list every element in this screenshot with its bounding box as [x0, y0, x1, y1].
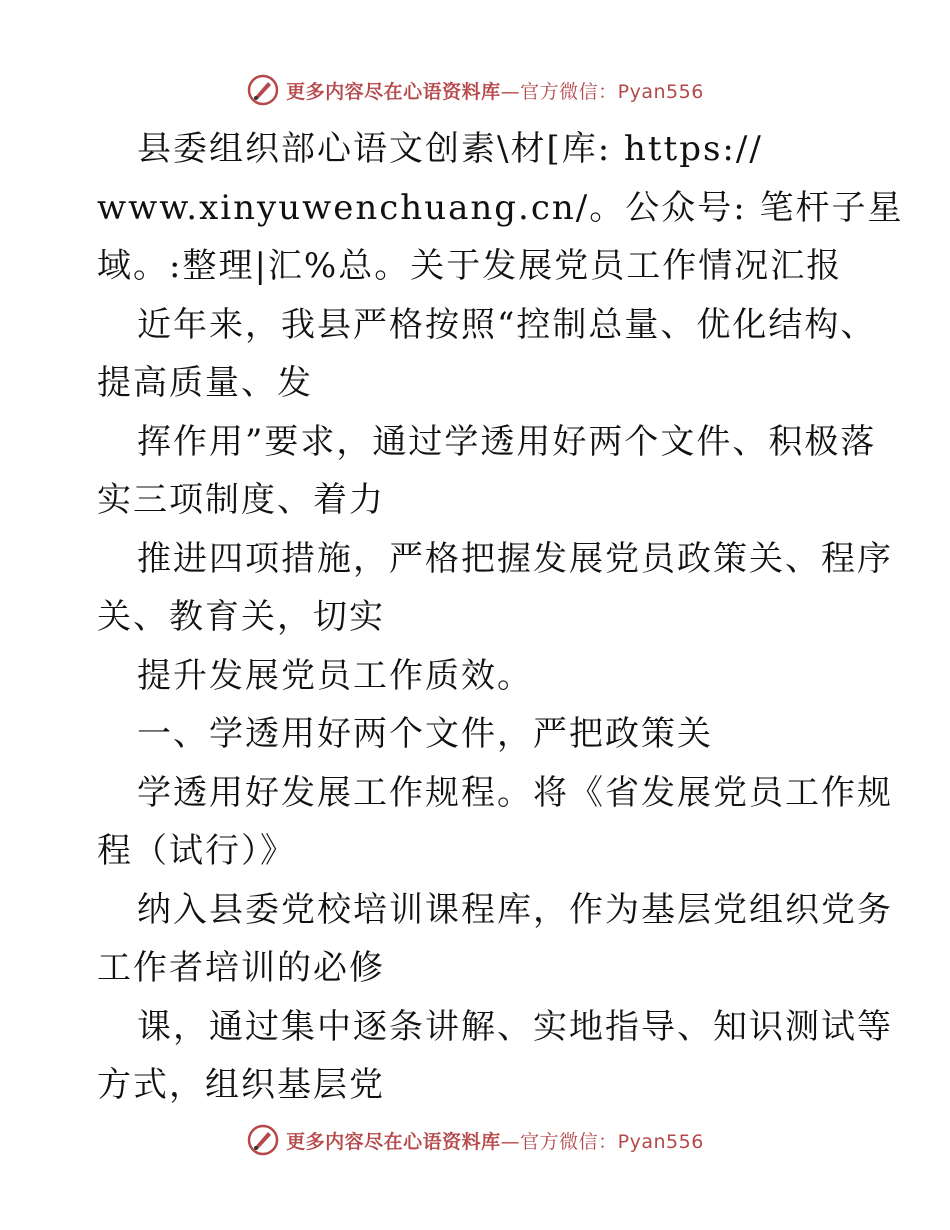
document-line: www.xinyuwenchuang.cn/。公众号: 笔杆子星 — [97, 187, 904, 228]
document-line: 提升发展党员工作质效。 — [137, 655, 533, 696]
document-line: 推进四项措施，严格把握发展党员政策关、程序 — [137, 538, 893, 579]
banner-library-text: 更多内容尽在心语资料库 — [286, 1130, 501, 1153]
document-line: 课，通过集中逐条讲解、实地指导、知识测试等 — [137, 1006, 893, 1047]
header-watermark-banner — [0, 70, 950, 110]
banner-library-text: 更多内容尽在心语资料库 — [286, 80, 501, 103]
pen-logo-icon — [246, 1123, 280, 1157]
banner-separator: — — [500, 80, 521, 103]
banner-separator: — — [500, 1130, 521, 1153]
document-line: 县委组织部心语文创素\材[库: https:// — [137, 129, 763, 169]
document-line: 域。:整理|汇%总。关于发展党员工作情况汇报 — [97, 246, 843, 286]
document-line: 程（试行）》 — [97, 831, 296, 871]
document-line: 关、教育关，切实 — [97, 597, 385, 637]
banner-wechat-text: 官方微信：Pyan556 — [520, 1130, 704, 1153]
document-line: 纳入县委党校培训课程库，作为基层党组织党务 — [137, 889, 893, 930]
pen-logo-icon — [246, 73, 280, 107]
document-line: 实三项制度、着力 — [97, 480, 385, 520]
document-line: 工作者培训的必修 — [97, 948, 385, 988]
banner-wechat-text: 官方微信：Pyan556 — [520, 80, 704, 103]
banner-text — [286, 1127, 704, 1154]
document-body — [97, 120, 904, 1115]
document-line: 提高质量、发 — [97, 363, 313, 403]
document-line: 方式，组织基层党 — [97, 1065, 385, 1105]
document-line: 挥作用”要求，通过学透用好两个文件、积极落 — [137, 421, 877, 462]
banner-text — [286, 77, 704, 104]
document-line: 近年来，我县严格按照“控制总量、优化结构、 — [137, 304, 877, 345]
document-line: 一、学透用好两个文件，严把政策关 — [137, 714, 713, 754]
document-line: 学透用好发展工作规程。将《省发展党员工作规 — [137, 772, 893, 813]
footer-watermark-banner — [0, 1120, 950, 1160]
